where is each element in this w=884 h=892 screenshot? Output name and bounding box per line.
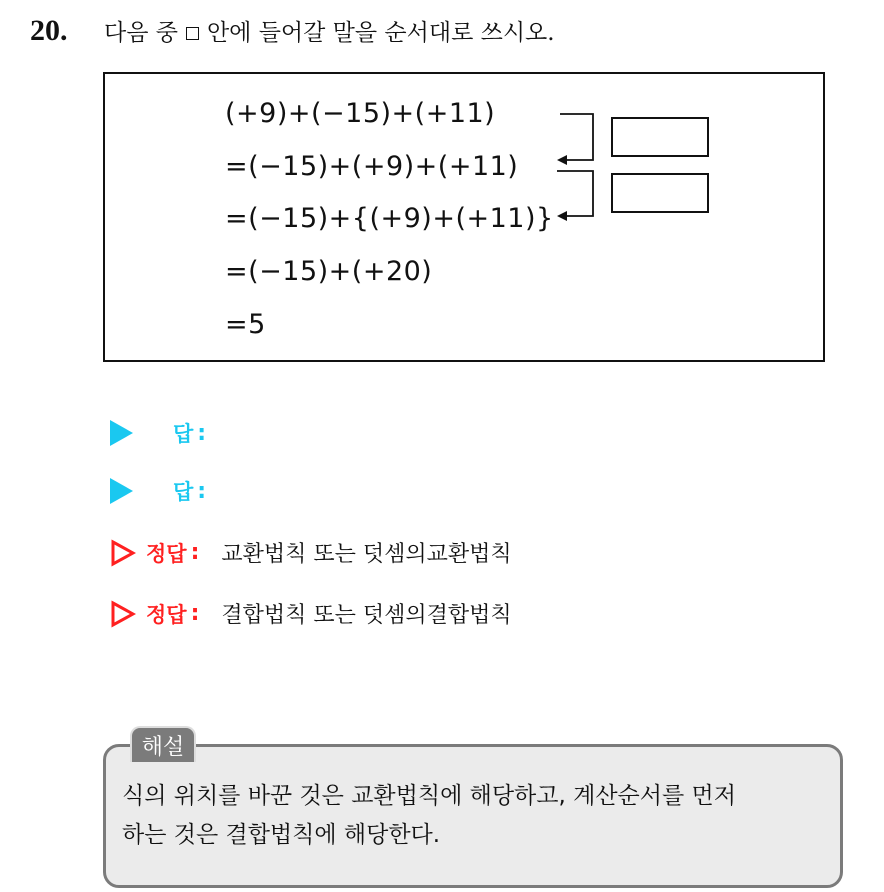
question-text-before: 다음 중 <box>104 20 178 46</box>
correct-answer-row-1 <box>110 537 512 568</box>
expression-line-4: =(−15)+(+20) <box>225 256 433 287</box>
solution-box <box>103 744 843 888</box>
correct-answer-row-2 <box>110 598 512 629</box>
blank-answer-box-2 <box>611 173 709 213</box>
correct-answer-colon: : <box>190 601 200 626</box>
correct-answer-text-2: 결합법칙 또는 덧셈의결합법칙 <box>221 603 512 628</box>
answer-label: 답 <box>173 480 194 504</box>
answer-row-1 <box>110 418 206 448</box>
expression-line-1: (+9)+(−15)+(+11) <box>225 98 496 129</box>
blank-square-icon <box>186 27 199 40</box>
answer-label: 답 <box>173 422 194 446</box>
question-text-after: 안에 들어갈 말을 순서대로 쓰시오. <box>206 20 555 46</box>
question-header <box>30 14 555 48</box>
expression-line-2: =(−15)+(+9)+(+11) <box>225 151 519 182</box>
blank-answer-box-1 <box>611 117 709 157</box>
solution-line-1: 식의 위치를 바꾼 것은 교환법칙에 해당하고, 계산순서를 먼저 <box>122 783 736 809</box>
expression-line-5: =5 <box>225 309 266 340</box>
correct-answer-text-1: 교환법칙 또는 덧셈의교환법칙 <box>221 542 512 567</box>
correct-answer-label: 정답 <box>146 602 187 627</box>
answer-row-2 <box>110 476 206 506</box>
expression-line-3: =(−15)+{(+9)+(+11)} <box>225 203 554 234</box>
answer-colon: : <box>197 420 207 446</box>
outline-triangle-icon <box>110 600 136 628</box>
answer-colon: : <box>197 478 207 504</box>
question-text <box>104 14 555 47</box>
bracket-arrows-icon <box>105 74 825 364</box>
correct-answer-colon: : <box>190 540 200 565</box>
question-number: 20. <box>30 14 68 47</box>
play-triangle-icon <box>110 420 133 446</box>
solution-tab: 해설 <box>130 726 196 762</box>
outline-triangle-icon <box>110 539 136 567</box>
play-triangle-icon <box>110 478 133 504</box>
solution-line-2: 하는 것은 결합법칙에 해당한다. <box>122 822 441 848</box>
correct-answer-label: 정답 <box>146 541 187 566</box>
problem-box <box>103 72 825 362</box>
